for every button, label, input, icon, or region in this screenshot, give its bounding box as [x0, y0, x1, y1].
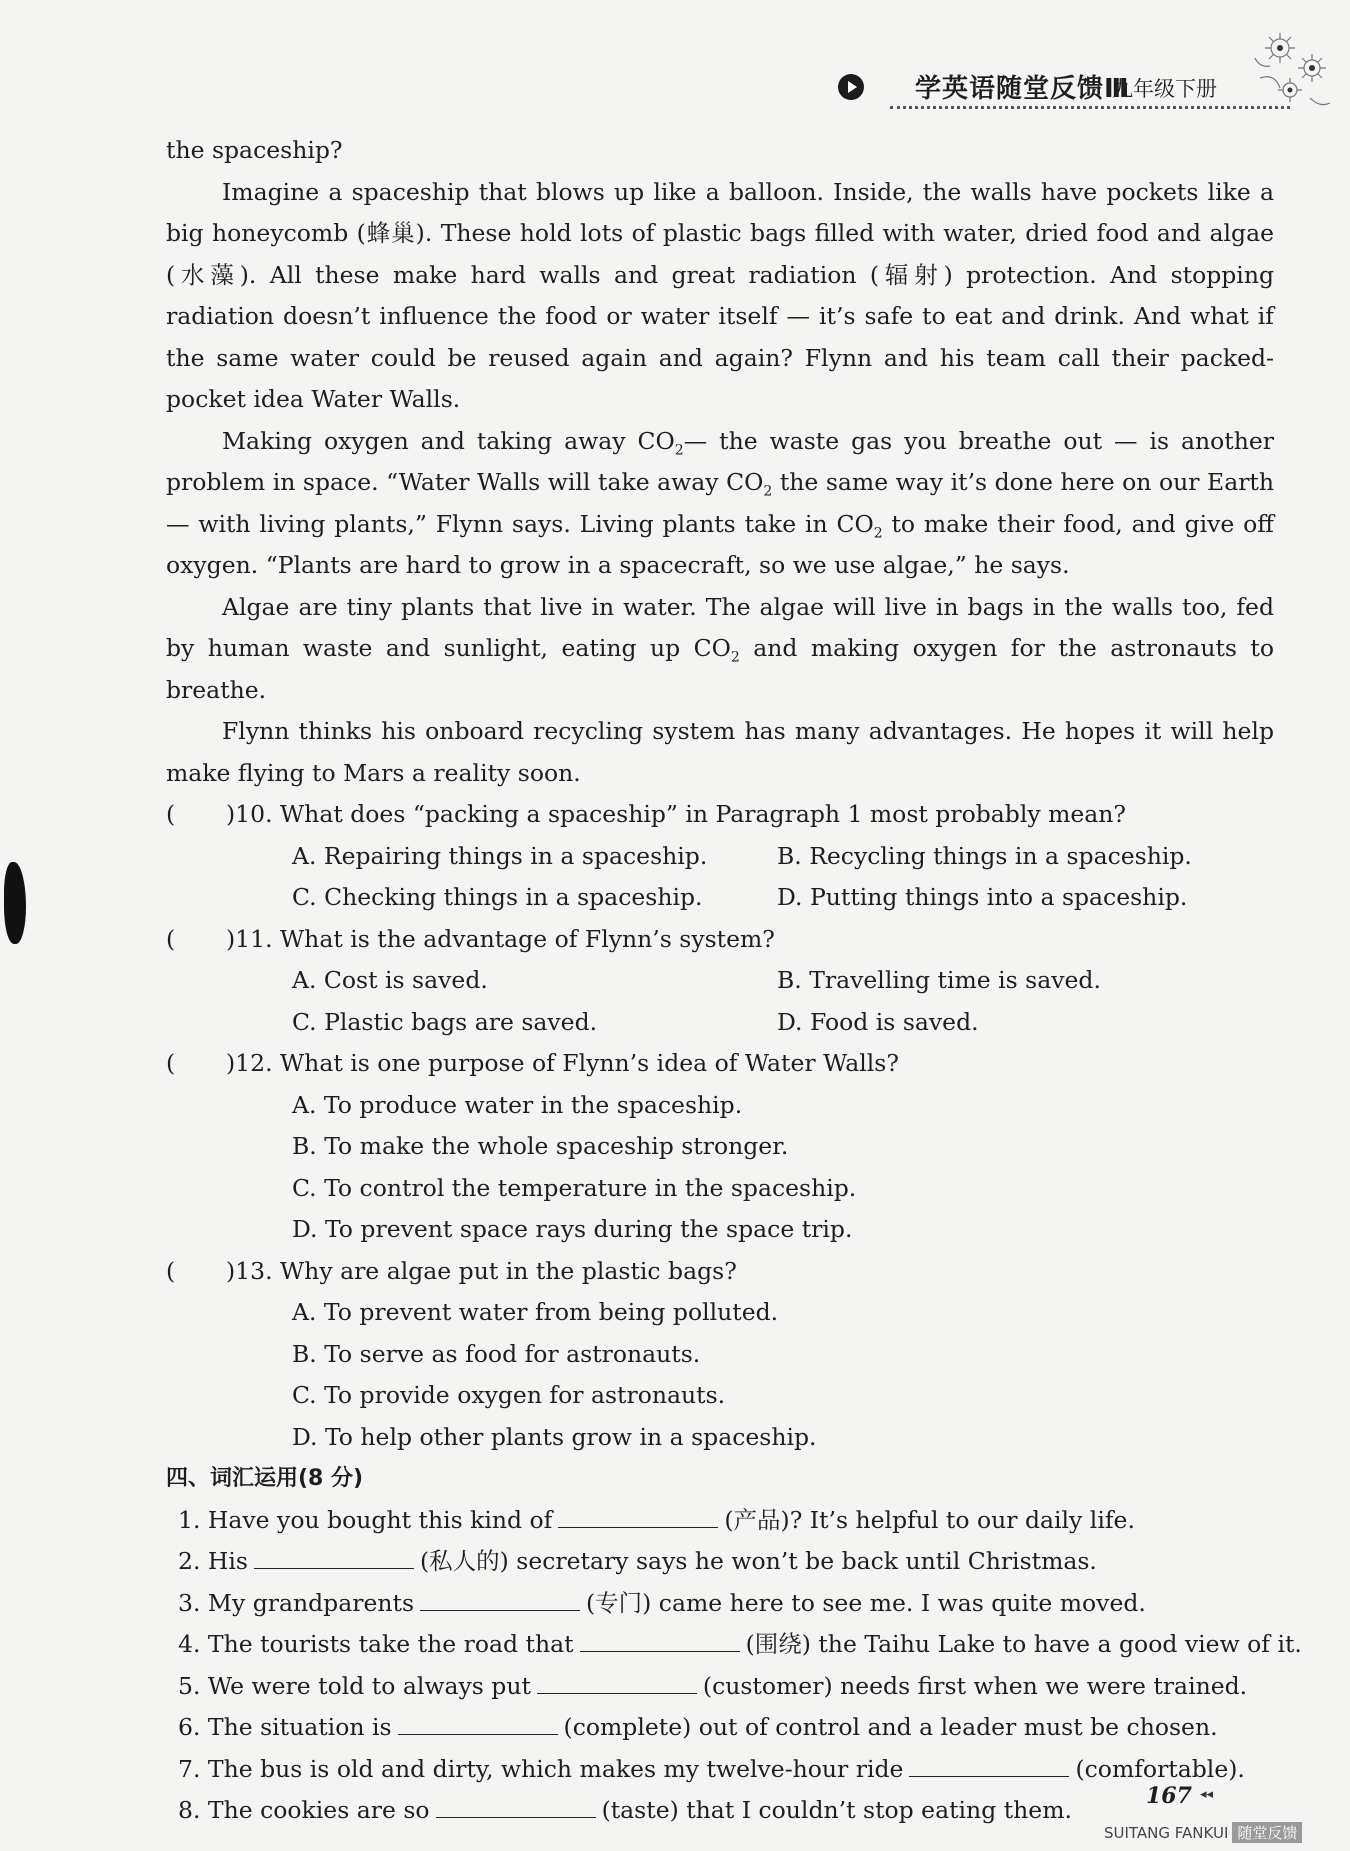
answer-blank[interactable]	[436, 1797, 596, 1818]
passage-paragraph: Flynn thinks his onboard recycling system has many advantages. He hopes it will help make flying to Mars a reality soon.	[166, 717, 1274, 787]
answer-paren[interactable]: (	[166, 924, 176, 953]
page-content	[166, 130, 1302, 1832]
option-a: A. Cost is saved.	[292, 966, 488, 994]
vocab-item	[178, 1500, 1274, 1542]
answer-blank[interactable]	[909, 1756, 1069, 1777]
question-number: )11.	[226, 924, 273, 953]
question-number: )12.	[226, 1049, 273, 1077]
option-c: C. Checking things in a spaceship.	[292, 883, 703, 911]
vocab-text: (complete) out of control and a leader must be chosen.	[563, 1713, 1218, 1741]
option-b: B. Travelling time is saved.	[777, 966, 1101, 994]
question-number: )13.	[226, 1256, 273, 1285]
co2-subscript: 2	[763, 483, 773, 500]
vocab-item	[178, 1624, 1302, 1666]
vocab-text: 8. The cookies are so	[178, 1796, 430, 1824]
co2-subscript: 2	[873, 525, 883, 542]
vocab-text: 2. His	[178, 1547, 248, 1575]
question-options	[166, 836, 1274, 919]
vocabulary-list	[166, 1500, 1302, 1832]
passage-paragraph: the spaceship?	[166, 136, 343, 164]
play-icon	[838, 74, 864, 100]
vocab-item	[178, 1583, 1274, 1625]
brand-badge: 随堂反馈	[1232, 1822, 1302, 1843]
passage-text: the same way it’s done here on our Earth — with living plants,” Flynn says. Living plants take in CO	[166, 468, 1275, 538]
section-title: 四、词汇运用(8 分)	[166, 1466, 364, 1491]
answer-blank[interactable]	[254, 1548, 414, 1569]
vocab-item	[178, 1707, 1274, 1749]
question-options	[166, 960, 1274, 1043]
passage-paragraph: Imagine a spaceship that blows up like a balloon. Inside, the walls have pockets like a big honeycomb (蜂巢). These hold lots of plastic bags filled with water, dried food and algae (水藻). All these make hard walls and great radiation (辐射) protection. And stopping radiation doesn’t influence the food or water itself — it’s safe to eat and drink. And what if the same water could be reused again and again? Flynn and his team call their packed-pocket idea Water Walls.	[166, 177, 1274, 413]
answer-blank[interactable]	[580, 1631, 740, 1652]
question-text: What is the advantage of Flynn’s system?	[280, 924, 775, 953]
vocab-text: (专门) came here to see me. I was quite moved.	[586, 1588, 1146, 1617]
vocab-text: (私人的) secretary says he won’t be back until Christmas.	[419, 1547, 1097, 1575]
option-c: C. Plastic bags are saved.	[292, 1007, 598, 1036]
vocab-text: (围绕) the Taihu Lake to have a good view of it.	[745, 1630, 1302, 1658]
vocab-item	[178, 1541, 1274, 1583]
question-text: What does “packing a spaceship” in Paragraph 1 most probably mean?	[280, 800, 1127, 828]
vocab-text: 4. The tourists take the road that	[178, 1630, 574, 1658]
footer-brand	[1104, 1822, 1302, 1843]
vocab-text: 3. My grandparents	[178, 1588, 414, 1617]
option-b: B. Recycling things in a spaceship.	[777, 841, 1192, 870]
passage-paragraph	[166, 421, 1274, 587]
answer-paren[interactable]: (	[166, 800, 176, 828]
answer-blank[interactable]	[537, 1673, 697, 1694]
answer-paren[interactable]: (	[166, 1256, 176, 1285]
vocab-text: 5. We were told to always put	[178, 1671, 531, 1700]
passage-text: — the waste gas you breathe out — is another problem in space. “Water Walls will take away CO	[166, 426, 1275, 496]
answer-blank[interactable]	[558, 1507, 718, 1528]
vocab-item	[178, 1749, 1274, 1791]
brand-text: SUITANG FANKUI	[1104, 1824, 1229, 1842]
passage-text: and making oxygen for the astronauts to breathe.	[166, 634, 1275, 704]
question-10	[166, 794, 1274, 919]
option-d: D. To help other plants grow in a spaceship.	[292, 1422, 817, 1451]
scan-artifact	[4, 862, 26, 944]
option-d: D. Food is saved.	[777, 1007, 979, 1036]
option-b: B. To make the whole spaceship stronger.	[292, 1132, 789, 1160]
answer-paren[interactable]: (	[166, 1049, 176, 1077]
page-number: 167	[1146, 1783, 1192, 1809]
page-header	[0, 0, 1350, 130]
co2-subscript: 2	[730, 649, 740, 666]
option-c: C. To control the temperature in the spaceship.	[292, 1173, 857, 1202]
option-a: A. To produce water in the spaceship.	[292, 1090, 743, 1119]
answer-blank[interactable]	[398, 1714, 558, 1735]
passage-text: Algae are tiny plants that live in water. The algae will live in bags in the walls too, fed by human waste and sunlight, eating up CO	[166, 592, 1274, 662]
question-text: Why are algae put in the plastic bags?	[280, 1256, 737, 1285]
question-text: What is one purpose of Flynn’s idea of Water Walls?	[280, 1049, 899, 1077]
book-grade: 九年级下册	[1112, 77, 1217, 101]
vocab-text: 7. The bus is old and dirty, which makes my twelve-hour ride	[178, 1754, 904, 1783]
question-stem	[166, 1251, 1274, 1293]
option-c: C. To provide oxygen for astronauts.	[292, 1381, 726, 1409]
question-stem	[166, 919, 1274, 961]
vocab-text: (comfortable).	[1075, 1754, 1245, 1783]
option-d: D. To prevent space rays during the space trip.	[292, 1215, 853, 1243]
option-a: A. To prevent water from being polluted.	[292, 1298, 779, 1326]
question-12	[166, 1043, 1274, 1251]
option-d: D. Putting things into a spaceship.	[777, 883, 1188, 911]
question-number: )10.	[226, 800, 273, 828]
flower-ornament-icon	[1240, 18, 1340, 128]
option-b: B. To serve as food for astronauts.	[292, 1339, 701, 1368]
question-options	[166, 1292, 1274, 1458]
question-options	[166, 1085, 1274, 1251]
book-title: 学英语随堂反馈Ⅲ	[915, 74, 1130, 104]
co2-subscript: 2	[674, 442, 684, 459]
vocab-text: 6. The situation is	[178, 1713, 392, 1741]
vocab-text: 1. Have you bought this kind of	[178, 1505, 553, 1534]
vocab-item	[178, 1666, 1274, 1708]
question-13	[166, 1251, 1274, 1459]
question-stem	[166, 794, 1274, 836]
answer-blank[interactable]	[420, 1590, 580, 1611]
question-stem	[166, 1043, 1274, 1085]
vocab-text: (产品)? It’s helpful to our daily life.	[724, 1505, 1135, 1534]
passage-text: Making oxygen and taking away CO	[222, 426, 675, 455]
vocab-text: (taste) that I couldn’t stop eating them.	[601, 1796, 1072, 1824]
header-dotted-rule	[890, 106, 1290, 109]
passage-paragraph	[166, 587, 1274, 712]
arrow-left-icon: ◂◂	[1200, 1787, 1214, 1802]
option-a: A. Repairing things in a spaceship.	[292, 841, 708, 870]
question-11	[166, 919, 1274, 1044]
vocab-text: (customer) needs first when we were trained.	[702, 1671, 1248, 1700]
passage-text: to make their food, and give off oxygen. “Plants are hard to grow in a spacecraft, so we use algae,” he says.	[166, 509, 1274, 579]
